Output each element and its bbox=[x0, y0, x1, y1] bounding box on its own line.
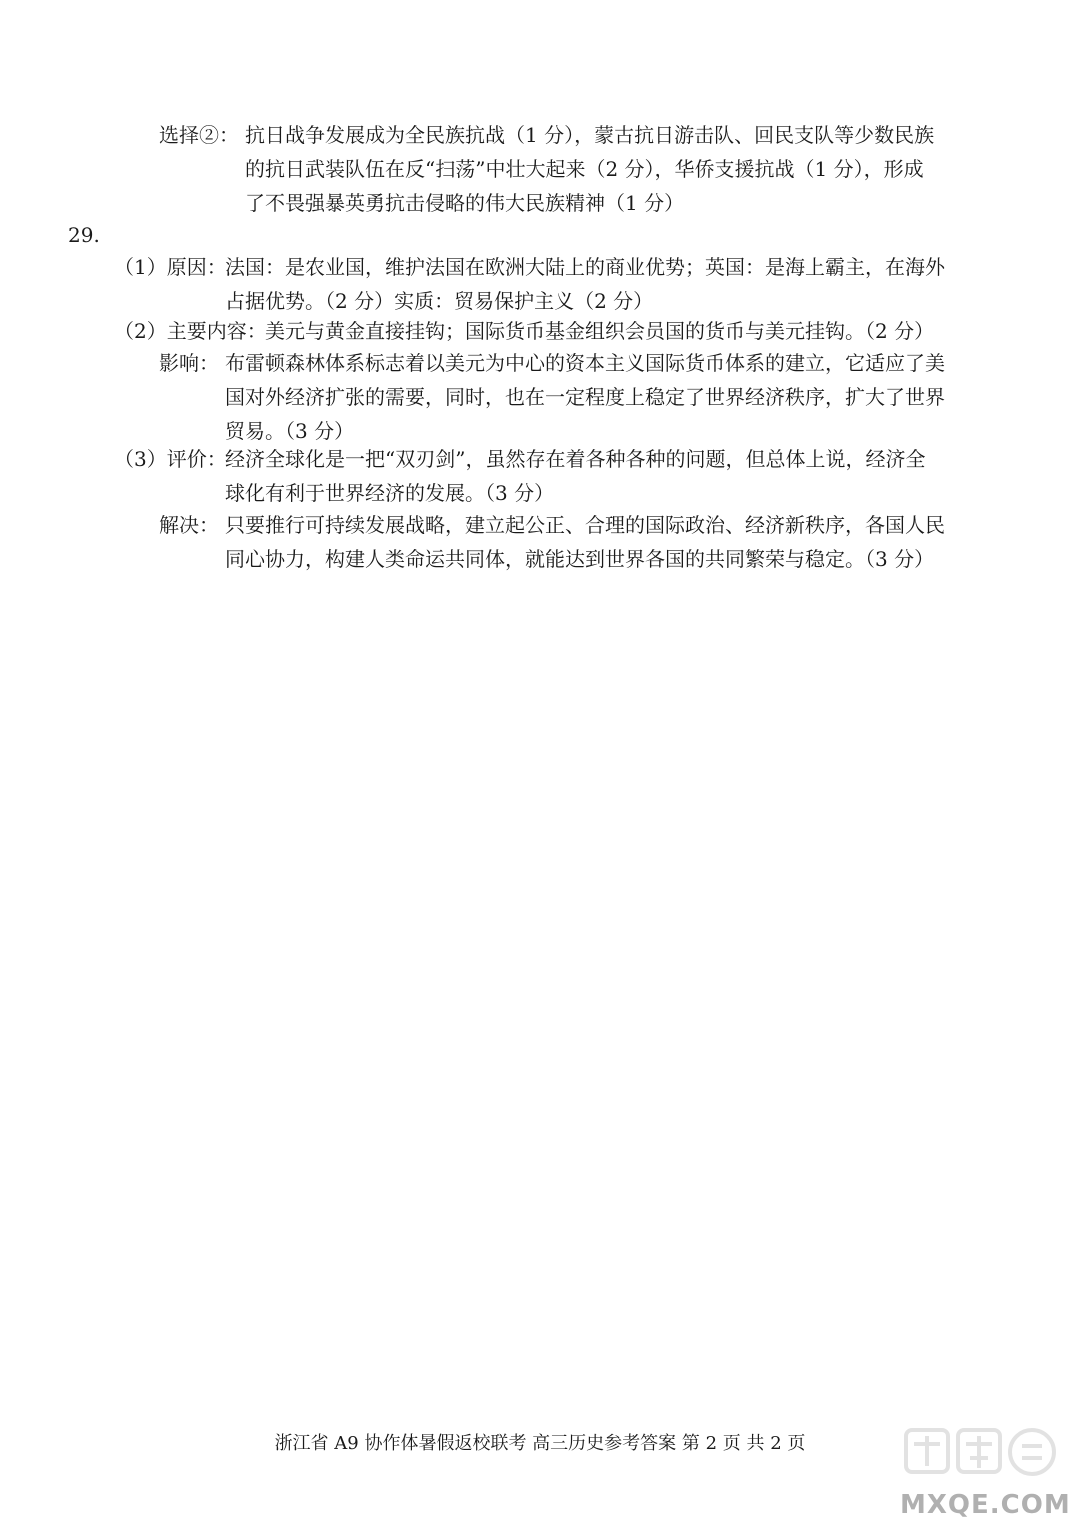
q29-part1-line: 占据优势。（2 分）实质：贸易保护主义（2 分） bbox=[225, 289, 654, 313]
q29-part2-content-body bbox=[265, 314, 1015, 348]
q28-choice2-line: 抗日战争发展成为全民族抗战（1 分），蒙古抗日游击队、回民支队等少数民族 bbox=[245, 123, 935, 147]
q29-part3-evaluation-line: 球化有利于世界经济的发展。（3 分） bbox=[225, 481, 555, 505]
q29-part3-solution-line: 只要推行可持续发展战略，建立起公正、合理的国际政治、经济新秩序，各国人民 bbox=[225, 513, 945, 537]
q29-number: 29. bbox=[68, 223, 100, 247]
q29-part2-content-line: 美元与黄金直接挂钩；国际货币基金组织会员国的货币与美元挂钩。（2 分） bbox=[265, 319, 935, 343]
q29-part2-influence-line: 贸易。（3 分） bbox=[225, 419, 355, 443]
q28-choice2-body bbox=[245, 118, 1015, 220]
q29-part2-influence-line: 布雷顿森林体系标志着以美元为中心的资本主义国际货币体系的建立，它适应了美 bbox=[225, 351, 945, 375]
q29-part3-evaluation-label: （3）评价： bbox=[114, 447, 227, 471]
q29-part3-solution-line: 同心协力，构建人类命运共同体，就能达到世界各国的共同繁荣与稳定。（3 分） bbox=[225, 547, 935, 571]
q29-part2-influence-label: 影响： bbox=[159, 351, 219, 375]
q29-part1-body bbox=[225, 250, 1015, 318]
q29-part3-solution-label: 解决： bbox=[159, 513, 219, 537]
q28-choice2-line: 了不畏强暴英勇抗击侵略的伟大民族精神（1 分） bbox=[245, 191, 685, 215]
q29-part3-solution-body bbox=[225, 508, 1015, 576]
q29-part1-line: 法国：是农业国，维护法国在欧洲大陆上的商业优势；英国：是海上霸主，在海外 bbox=[225, 255, 945, 279]
q28-choice2-line: 的抗日武装队伍在反“扫荡”中壮大起来（2 分），华侨支援抗战（1 分），形成 bbox=[245, 157, 924, 181]
q29-part2-content-label: （2）主要内容： bbox=[114, 319, 267, 343]
q29-part3-evaluation-body bbox=[225, 442, 1015, 510]
q29-part1-label: （1）原因： bbox=[114, 255, 227, 279]
q29-part2-influence-line: 国对外经济扩张的需要，同时，也在一定程度上稳定了世界经济秩序，扩大了世界 bbox=[225, 385, 945, 409]
watermark-text: MXQE.COM bbox=[900, 1490, 1071, 1520]
q29-part3-evaluation-line: 经济全球化是一把“双刃剑”，虽然存在着各种各种的问题，但总体上说，经济全 bbox=[225, 447, 926, 471]
q29-part2-influence-body bbox=[225, 346, 1015, 448]
q28-choice2-label: 选择②： bbox=[159, 123, 239, 147]
page-footer: 浙江省 A9 协作体暑假返校联考 高三历史参考答案 第 2 页 共 2 页 bbox=[274, 1433, 806, 1454]
